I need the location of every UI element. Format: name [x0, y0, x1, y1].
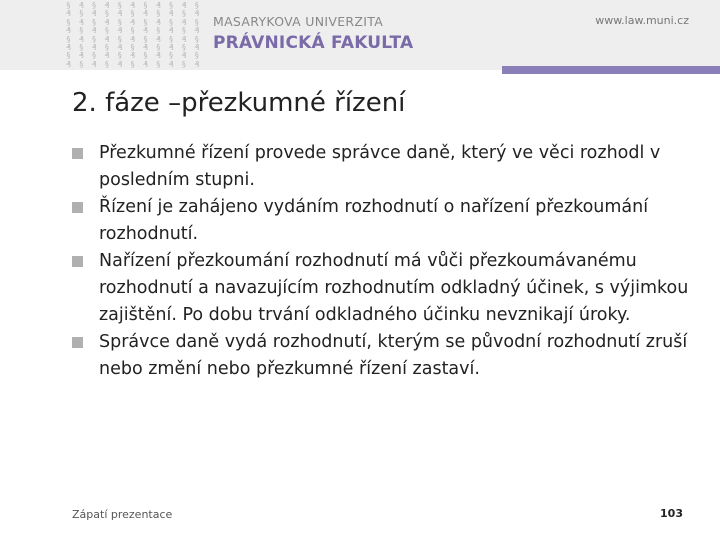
bullet-item [72, 194, 702, 248]
website-url[interactable]: www.law.muni.cz [595, 14, 689, 27]
square-bullet-icon [72, 148, 83, 159]
bullet-item [72, 140, 702, 194]
slide-title: 2. fáze –přezkumné řízení [72, 88, 406, 118]
bullet-list [72, 140, 702, 383]
header-band [0, 0, 720, 70]
square-bullet-icon [72, 337, 83, 348]
university-name: MASARYKOVA UNIVERZITA [213, 14, 384, 29]
footer-text: Zápatí prezentace [72, 508, 173, 521]
accent-bar [502, 66, 720, 74]
square-bullet-icon [72, 202, 83, 213]
bullet-text: Správce daně vydá rozhodnutí, kterým se původní rozhodnutí zruší nebo změní nebo přezkumné řízení zastaví. [99, 332, 688, 379]
page-number: 103 [660, 507, 683, 520]
bullet-item [72, 248, 702, 329]
bullet-text: Řízení je zahájeno vydáním rozhodnutí o nařízení přezkoumání rozhodnutí. [99, 197, 649, 244]
bullet-item [72, 329, 702, 383]
faculty-name: PRÁVNICKÁ FAKULTA [213, 33, 414, 53]
law-paragraph-pattern-icon: § ₰ § ₰ § ₰ § ₰ § ₰ § ₰ § ₰ § ₰ § ₰ § ₰ § ₰ § ₰ § ₰ § ₰ § ₰ § ₰ § ₰ § ₰ § ₰ § ₰ § ₰ § ₰ § ₰ § ₰ § ₰ § ₰ § ₰ § ₰ § ₰ § ₰ § ₰ § ₰ § ₰ § ₰ § ₰ § ₰ § ₰ § ₰ § ₰ § ₰ § ₰ § ₰ § ₰ § ₰ [66, 1, 201, 69]
square-bullet-icon [72, 256, 83, 267]
bullet-text: Nařízení přezkoumání rozhodnutí má vůči přezkoumávanému rozhodnutí a navazujícím rozhodnutím odkladný účinek, s výjimkou zajištění. Po dobu trvání odkladného účinku nevznikají úroky. [99, 251, 689, 325]
bullet-text: Přezkumné řízení provede správce daně, který ve věci rozhodl v posledním stupni. [99, 143, 661, 190]
